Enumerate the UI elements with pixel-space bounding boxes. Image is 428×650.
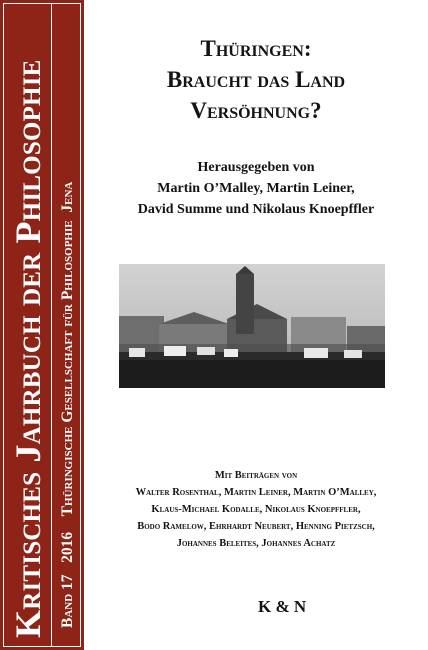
band-number: Band 17 bbox=[59, 574, 76, 628]
spine-band bbox=[0, 0, 84, 650]
society-name: Thüringische Gesellschaft für Philosophie bbox=[59, 220, 76, 517]
year: 2016 bbox=[59, 531, 76, 563]
series-title: Kritisches Jahrbuch der Philosophie bbox=[8, 59, 48, 638]
banner bbox=[304, 348, 328, 358]
crowd-front bbox=[119, 360, 385, 388]
spine-divider bbox=[51, 3, 52, 647]
church-tower bbox=[236, 274, 254, 334]
banner bbox=[164, 346, 186, 356]
city: Jena bbox=[59, 181, 76, 213]
banner bbox=[344, 350, 362, 358]
editor-line-2: Martin O’Malley, Martin Leiner, bbox=[157, 181, 355, 196]
cover-photo bbox=[119, 264, 385, 388]
title-line-2: Braucht das Land bbox=[166, 67, 346, 92]
contributors-line-3: Bodo Ramelow, Ehrhardt Neubert, Henning Pietzsch, bbox=[137, 521, 375, 532]
publisher-logo: K & N bbox=[258, 597, 307, 616]
banner bbox=[129, 348, 145, 357]
title-line-3: Versöhnung? bbox=[190, 98, 322, 123]
series-info bbox=[58, 182, 78, 628]
editor-line-3: David Summe und Nikolaus Knoepffler bbox=[137, 202, 375, 217]
contributors-heading: Mit Beiträgen von bbox=[214, 470, 298, 481]
banner bbox=[224, 349, 238, 357]
contributors-line-4: Johannes Beleites, Johannes Achatz bbox=[176, 538, 336, 549]
banner bbox=[197, 347, 215, 355]
title-line-1: Thüringen: bbox=[200, 36, 312, 61]
contributors-line-1: Walter Rosenthal, Martin Leiner, Martin O’Malley, bbox=[135, 487, 377, 498]
contributors-line-2: Klaus-Michael Kodalle, Nikolaus Knoepffler, bbox=[151, 504, 361, 515]
editor-line-1: Herausgegeben von bbox=[197, 160, 315, 175]
protest-photo-image bbox=[119, 264, 385, 388]
